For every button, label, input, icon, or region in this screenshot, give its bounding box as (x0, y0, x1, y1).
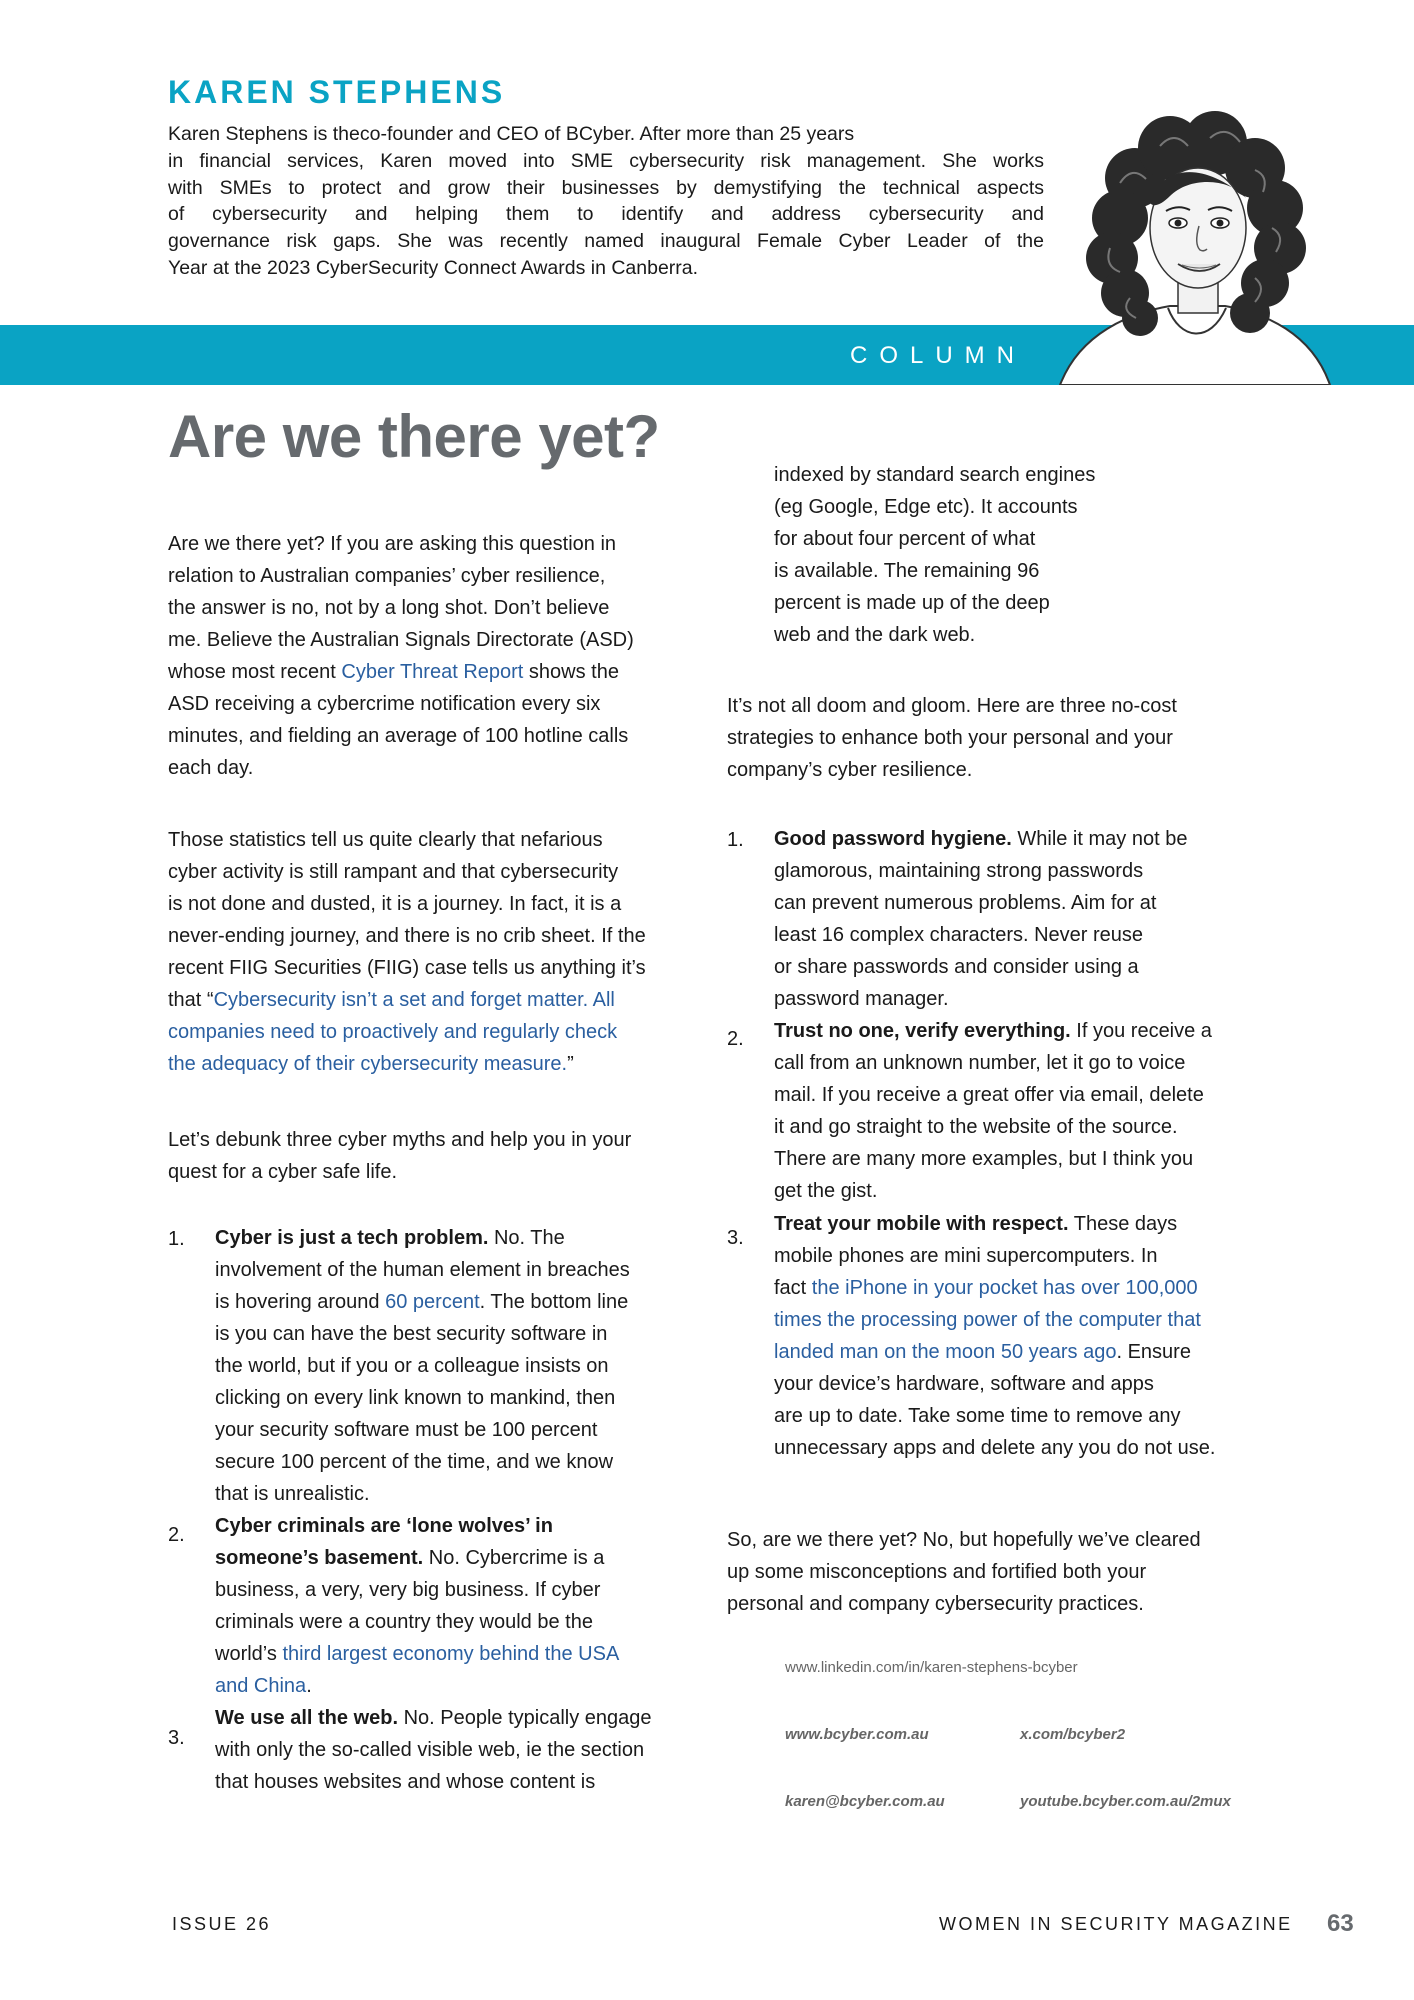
text-line: quest for a cyber safe life. (168, 1161, 398, 1183)
text-line: criminals were a country they would be the (215, 1611, 593, 1633)
author-name: KAREN STEPHENS (168, 74, 506, 110)
text-run: While it may not be (1011, 828, 1188, 850)
strategy-item (774, 823, 1274, 1015)
text-line: never-ending journey, and there is no crib sheet. If the (168, 925, 646, 947)
myth-number: 2. (168, 1524, 185, 1546)
text-line (215, 1510, 695, 1542)
text-line: call from an unknown number, let it go to voice (774, 1052, 1186, 1074)
text-run: is hovering around (215, 1291, 386, 1313)
text-line: me. Believe the Australian Signals Directorate (ASD) (168, 629, 634, 651)
text-run: fact (774, 1277, 812, 1299)
text-line: your security software must be 100 percent (215, 1419, 598, 1441)
article-headline: Are we there yet? (168, 403, 660, 470)
text-line: Are we there yet? If you are asking this question in (168, 533, 617, 555)
bold-lead-in: someone’s basement. (215, 1547, 424, 1569)
text-line: business, a very, very big business. If cyber (215, 1579, 601, 1601)
text-line: indexed by standard search engines (774, 464, 1096, 486)
text-line: with SMEs to protect and grow their businesses by demystifying the technical aspects (168, 176, 1044, 199)
text-run: ” (567, 1053, 574, 1075)
section-label: COLUMN (850, 342, 1027, 369)
text-run: . The bottom line (479, 1291, 629, 1313)
text-line (774, 1304, 1284, 1336)
text-line (215, 1286, 695, 1318)
text-line: (eg Google, Edge etc). It accounts (774, 496, 1078, 518)
text-run: These days (1068, 1213, 1178, 1235)
text-line: your device’s hardware, software and apps (774, 1373, 1154, 1395)
strategy-item (774, 1208, 1284, 1464)
bold-lead-in: Cyber is just a tech problem. (215, 1227, 489, 1249)
text-line: glamorous, maintaining strong passwords (774, 860, 1144, 882)
text-line (215, 1542, 695, 1574)
text-line (215, 1638, 695, 1670)
text-line: can prevent numerous problems. Aim for at (774, 892, 1157, 914)
magazine-name: WOMEN IN SECURITY MAGAZINE (939, 1914, 1293, 1934)
text-run: . Ensure (1116, 1341, 1191, 1363)
text-line: for about four percent of what (774, 528, 1036, 550)
myth-number: 1. (168, 1228, 185, 1250)
text-line: is not done and dusted, it is a journey. In fact, it is a (168, 893, 622, 915)
text-line: strategies to enhance both your personal and your (727, 727, 1173, 749)
text-line: is you can have the best security software in (215, 1323, 608, 1345)
text-line: involvement of the human element in breaches (215, 1259, 630, 1281)
text-line: Let’s debunk three cyber myths and help you in your (168, 1129, 632, 1151)
text-line: of cybersecurity and helping them to identify and address cybersecurity and (168, 203, 1044, 226)
text-line: each day. (168, 757, 254, 779)
text-line: Year at the 2023 CyberSecurity Connect Awards in Canberra. (168, 256, 699, 279)
text-line (774, 823, 1274, 855)
left-intro-paragraph (168, 528, 688, 784)
text-line: Those statistics tell us quite clearly that nefarious (168, 829, 603, 851)
inline-link[interactable]: third largest economy behind the USA (282, 1643, 620, 1665)
strategy-number: 3. (727, 1227, 744, 1249)
email-link[interactable]: karen@bcyber.com.au (785, 1793, 945, 1810)
bold-lead-in: Treat your mobile with respect. (774, 1213, 1069, 1235)
text-line: ASD receiving a cybercrime notification every six (168, 693, 601, 715)
author-portrait-illustration (1050, 108, 1340, 385)
text-line: web and the dark web. (774, 624, 976, 646)
inline-link[interactable]: landed man on the moon 50 years ago (774, 1341, 1117, 1363)
x-link[interactable]: x.com/bcyber2 (1020, 1726, 1126, 1743)
website-link[interactable]: www.bcyber.com.au (785, 1726, 929, 1743)
myth-item (215, 1702, 695, 1798)
text-line: minutes, and fielding an average of 100 hotline calls (168, 725, 629, 747)
text-line (168, 656, 688, 688)
right-continuation-paragraph (774, 459, 1134, 651)
text-run: No. The (488, 1227, 565, 1249)
text-line: least 16 complex characters. Never reuse (774, 924, 1144, 946)
inline-link[interactable]: times the processing power of the computer that (774, 1309, 1201, 1331)
text-line: is available. The remaining 96 (774, 560, 1040, 582)
text-line: personal and company cybersecurity practices. (727, 1593, 1144, 1615)
text-line: that houses websites and whose content is (215, 1771, 596, 1793)
text-run: . (306, 1675, 312, 1697)
inline-link[interactable]: companies need to proactively and regularly check (168, 1021, 618, 1043)
author-bio (168, 121, 1044, 282)
bold-lead-in: Cyber criminals are ‘lone wolves’ in (215, 1515, 553, 1537)
text-run: No. Cybercrime is a (423, 1547, 605, 1569)
text-line (168, 1048, 688, 1080)
myth-item (215, 1510, 695, 1702)
strategy-number: 1. (727, 829, 744, 851)
text-line: relation to Australian companies’ cyber resilience, (168, 565, 606, 587)
page-number: 63 (1327, 1910, 1354, 1937)
text-run: No. People typically engage (398, 1707, 652, 1729)
bold-lead-in: We use all the web. (215, 1707, 399, 1729)
text-line: It’s not all doom and gloom. Here are three no-cost (727, 695, 1177, 717)
text-line (774, 1015, 1274, 1047)
text-line (774, 1336, 1284, 1368)
text-line (168, 1016, 688, 1048)
conclusion-paragraph (727, 1524, 1267, 1620)
text-line: in financial services, Karen moved into SME cybersecurity risk management. She works (168, 149, 1044, 172)
text-line (168, 984, 688, 1016)
strategy-number: 2. (727, 1028, 744, 1050)
text-line: it and go straight to the website of the source. (774, 1116, 1178, 1138)
text-line: Karen Stephens is theco-founder and CEO of BCyber. After more than 25 years (168, 123, 855, 145)
text-line: password manager. (774, 988, 949, 1010)
inline-link[interactable]: Cyber Threat Report (341, 661, 524, 683)
inline-link[interactable]: the iPhone in your pocket has over 100,000 (811, 1277, 1198, 1299)
text-run: shows the (523, 661, 619, 683)
text-line: mail. If you receive a great offer via email, delete (774, 1084, 1204, 1106)
inline-link[interactable]: Cybersecurity isn’t a set and forget matter. All (213, 989, 615, 1011)
text-line: unnecessary apps and delete any you do not use. (774, 1437, 1216, 1459)
text-line: get the gist. (774, 1180, 878, 1202)
text-line: are up to date. Take some time to remove any (774, 1405, 1181, 1427)
text-line (215, 1702, 695, 1734)
left-second-paragraph (168, 824, 688, 1080)
left-third-paragraph (168, 1124, 688, 1188)
myth-item (215, 1222, 695, 1510)
text-line: the answer is no, not by a long shot. Don’t believe (168, 597, 610, 619)
linkedin-link[interactable]: www.linkedin.com/in/karen-stephens-bcyber (785, 1659, 1078, 1676)
youtube-link[interactable]: youtube.bcyber.com.au/2mux (1020, 1793, 1231, 1810)
text-line: So, are we there yet? No, but hopefully we’ve cleared (727, 1529, 1201, 1551)
text-line: governance risk gaps. She was recently named inaugural Female Cyber Leader of the (168, 230, 1044, 253)
text-line: secure 100 percent of the time, and we know (215, 1451, 614, 1473)
text-line: clicking on every link known to mankind, then (215, 1387, 616, 1409)
issue-label: ISSUE 26 (172, 1914, 272, 1934)
text-line (215, 1222, 695, 1254)
text-line: mobile phones are mini supercomputers. In (774, 1245, 1158, 1267)
text-run: world’s (215, 1643, 283, 1665)
text-run: that “ (168, 989, 214, 1011)
right-intro-paragraph (727, 690, 1267, 786)
text-line: up some misconceptions and fortified both your (727, 1561, 1147, 1583)
text-line: recent FIIG Securities (FIIG) case tells us anything it’s (168, 957, 646, 979)
text-line: with only the so-called visible web, ie the section (215, 1739, 645, 1761)
text-line: cyber activity is still rampant and that cybersecurity (168, 861, 619, 883)
strategy-item (774, 1015, 1274, 1207)
inline-link[interactable]: and China (215, 1675, 307, 1697)
text-line: There are many more examples, but I think you (774, 1148, 1194, 1170)
bold-lead-in: Trust no one, verify everything. (774, 1020, 1071, 1042)
text-line (215, 1670, 695, 1702)
text-line (774, 1208, 1284, 1240)
bold-lead-in: Good password hygiene. (774, 828, 1012, 850)
text-line: percent is made up of the deep (774, 592, 1050, 614)
text-line: company’s cyber resilience. (727, 759, 973, 781)
inline-link[interactable]: the adequacy of their cybersecurity measure. (168, 1053, 568, 1075)
text-run: If you receive a (1070, 1020, 1212, 1042)
inline-link[interactable]: 60 percent (385, 1291, 480, 1313)
text-line: the world, but if you or a colleague insists on (215, 1355, 609, 1377)
text-line (774, 1272, 1284, 1304)
text-run: whose most recent (168, 661, 342, 683)
text-line: that is unrealistic. (215, 1483, 370, 1505)
text-line: or share passwords and consider using a (774, 956, 1139, 978)
myth-number: 3. (168, 1727, 185, 1749)
